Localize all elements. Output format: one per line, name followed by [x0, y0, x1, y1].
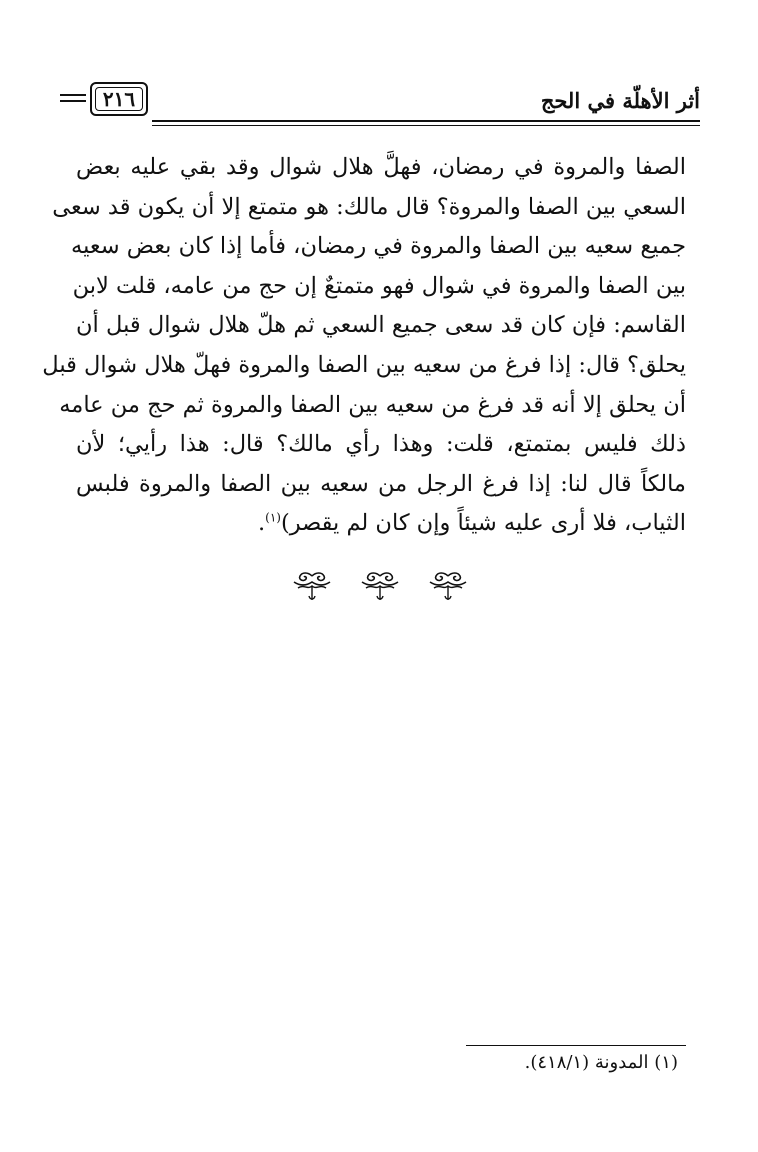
text-line: السعي بين الصفا والمروة؟ قال مالك: هو متمتع إلا أن يكون قد سعى	[52, 193, 686, 220]
footnote-reference[interactable]: (١)	[265, 510, 281, 525]
page-header	[60, 82, 700, 128]
footnote-separator	[466, 1045, 686, 1046]
text-line: جميع سعيه بين الصفا والمروة في رمضان، فأما إذا كان بعض سعيه	[71, 233, 686, 260]
text-line: الصفا والمروة في رمضان، فهلَّ هلال شوال وقد بقي عليه بعض	[76, 154, 686, 180]
section-end-ornaments	[290, 570, 470, 604]
main-text	[42, 148, 686, 544]
fleuron-icon	[290, 570, 334, 604]
text-line-content: الثياب، فلا أرى عليه شيئاً وإن كان لم يقصر)	[280, 510, 686, 537]
running-title: أثر الأهلّة في الحج	[540, 88, 700, 113]
text-line-last	[76, 504, 686, 544]
text-line: بين الصفا والمروة في شوال فهو متمتعٌ إن حج من عامه، قلت لابن	[72, 272, 686, 299]
page-number-frame	[90, 82, 148, 116]
text-line: القاسم: فإن كان قد سعى جميع السعي ثم هلّ هلال شوال قبل أن	[76, 312, 686, 339]
page-number: ٢١٦	[102, 87, 136, 111]
fleuron-icon	[358, 570, 402, 604]
text-line: مالكاً قال لنا: إذا فرغ الرجل من سعيه بين الصفا والمروة فلبس	[76, 470, 686, 497]
footnote: (١) المدونة (٤١٨/١).	[524, 1052, 678, 1073]
text-line: يحلق؟ قال: إذا فرغ من سعيه بين الصفا والمروة فهلّ هلال شوال قبل	[42, 351, 686, 378]
fleuron-icon	[426, 570, 470, 604]
header-dash-ornament	[60, 94, 86, 102]
final-period: .	[257, 510, 266, 537]
header-rule	[152, 120, 700, 126]
text-line: أن يحلق إلا أنه قد فرغ من سعيه بين الصفا والمروة ثم حج من عامه	[59, 391, 686, 418]
text-line: ذلك فليس بمتمتع، قلت: وهذا رأي مالك؟ قال: هذا رأيي؛ لأن	[76, 431, 686, 458]
